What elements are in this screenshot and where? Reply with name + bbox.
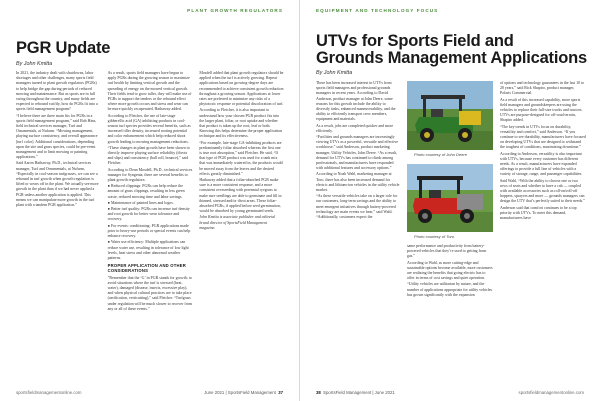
paragraph: ”Remember that the ‘G’ in PGR stands for growth; to avoid situations where the turf is stressed (heat, water), damaged (disease, insects, excessive play), and when physical cultural practices are to take place (aerification, verticutting),” said Fletcher. “Turfgrass under regulation will be much slower to recover from any or all of these events.” bbox=[107, 274, 193, 311]
paragraph: Said Wahl, “With the ability to choose one or two rows of seats and whether to have a cab — coupled with available accessories such as roll-on/roll-off hoppers, sprayers and more — grounds managers can design the UTV that’s perfectly suited to their needs.” bbox=[500, 177, 585, 204]
byline: By John Kmitta bbox=[316, 70, 353, 76]
footer-site bbox=[519, 390, 584, 395]
column-2 bbox=[407, 243, 493, 381]
subheading: PROPER APPLICATION AND OTHER CONSIDERATIONS bbox=[107, 263, 186, 274]
paragraph: “I believe there are three main fits for PGRs in a sports field management program,” said Bob Hinz, field technical services manager, Turf and Ornamentals, at Nufarm. “Mowing management, playing surface consistency, and overall appearance [turf color]. Additional considerations, depending upon the site and grass species, could be pre-event management and to limit mowing or painting applications.” bbox=[16, 112, 98, 160]
footer-issue bbox=[316, 390, 395, 395]
list-item: ● Better turf quality: PGRs can increase turf density and root growth for better wear tolerance and recovery. bbox=[107, 206, 190, 222]
footer-url: sportsfieldmanagementonline.com bbox=[518, 390, 584, 395]
photo-caption: Photo courtesy of John Deere bbox=[414, 152, 467, 157]
utv-photo-image bbox=[407, 164, 493, 232]
paragraph: As a result of this increased capability, more sports field managers and groundskeepers are using the vehicles to replace their full-size trucks and tractors. UTVs are purpose-designed for off-road terrain, Shapiro added. bbox=[500, 96, 583, 123]
paragraph: According to Fletcher, it is also important to understand how your chosen PGR product fits into the larger plant, foliar, or root uptake and whether that product is taken up the root, leaf or both. Knowing this helps determine the proper application technique and its effectiveness. bbox=[199, 107, 283, 139]
footer-issue-text: June 2021 | SportsField Management bbox=[204, 390, 276, 395]
page-title bbox=[316, 33, 587, 67]
list-item: ● For events: conditioning: PGR applications made prior to heavy-use periods or special events can help enhance recovery. bbox=[107, 222, 191, 239]
author-bio: John Kmitta is associate publisher and editorial brand director of SportsField Management magazine. bbox=[199, 214, 276, 230]
right-page bbox=[300, 0, 600, 401]
column-1 bbox=[316, 80, 400, 380]
running-head: PLANT GROWTH REGULATORS bbox=[187, 8, 283, 13]
paragraph: According to Dean Mosdell, Ph.D., technical services manager for Syngenta, there are several benefits to plant growth regulators: bbox=[107, 166, 193, 183]
paragraph: “The key trends in UTVs focus on durability, versatility and comfort,” said Anderson. “If you continue to see durability, manufacturers have focused on developing UTVs that are designed to withstand the toughest of conditions, maximizing downtime.” bbox=[500, 123, 586, 150]
page-number: 38 bbox=[316, 390, 321, 395]
footer-issue-text: SportsField Management | June 2021 bbox=[323, 390, 395, 395]
paragraph: There has been increased interest in UTVs from sports field managers and professional grounds managers in recent years. According to David Anderson, product manager at John Deere, some reasons for this growth include the ability to diversify tasks, enhanced maneuverability, and the ability to efficiently transport crew members, equipment and materials. bbox=[316, 80, 396, 122]
paragraph: As a result, sports field managers have begun to apply PGRs during the growing season to maximize turf health by limiting vertical growth and the spreading of energy on the mowed vertical growth. Their fields tend to grow taller, they will make use of PGRs to support the tenders or the rebound effect where more growth occurs and stress and wear can be more quickly recuperated, Hathaway added. bbox=[107, 70, 192, 112]
paragraph: same performance and productivity from battery-powered vehicles that they’re used to getting from gas.” bbox=[407, 243, 487, 259]
title-line-2: Grounds Management Applications bbox=[316, 49, 587, 67]
list-item: ● Water use efficiency: Multiple applications can reduce water use, resulting in tolerance of low light levels, heat stress and other abnormal weather patterns. bbox=[107, 239, 189, 260]
paragraph: “Utility vehicles are utilitarian by nature, and the number of applications appropriate for utility vehicles has grown significantly with the expansion bbox=[407, 281, 493, 297]
paragraph: Said Aaron Hathaway, Ph.D., technical services manager, Turf and Ornamentals, at Nufarm, “Especially in cool-season turfgrasses, we can see a rebound in turf growth when growth regulation is lifted or wears off in the plant. We actually see more growth in the plant than if we had never applied a PGR unless another application is applied. This means we can manipulate more growth in the turf plant with a tandem PGR application.” bbox=[16, 160, 99, 208]
paragraph: Anderson said that comfort continues to be a top priority with UTVs. To meet this demand, manufacturers have bbox=[500, 204, 577, 221]
paragraph: According to Anderson, versatility is also important with UTVs, because every customer has different needs. As a result, manufacturers have expanded offerings to provide a full line of vehicles with a variety of storage, range, and passenger capabilities. bbox=[500, 150, 583, 177]
paragraph: According to Wahl, as more cutting-edge and sustainable options become available, more customers are realizing the benefits that going electric has to offer in terms of cost savings and quiet operation. bbox=[407, 259, 493, 281]
column-2 bbox=[108, 70, 193, 382]
footer-site bbox=[16, 390, 81, 395]
article-body bbox=[16, 70, 284, 382]
paragraph: of options and technology guarantees in the last 10 to 20 years,” said Rick Shapiro, product manager, Polaris Commercial. bbox=[500, 80, 585, 96]
byline: By John Kmitta bbox=[16, 61, 53, 67]
photo-toro-utv bbox=[407, 164, 493, 232]
paragraph: Mosdell added that plant growth regulators should be applied when the turf is actively growing. Repeat applications based on growing-degree days are recommended to achieve consistent growth reduction throughout a growing season. Applications at lower rates are preferred to minimize any risks of a phytotoxic response or potential discoloration of turf. bbox=[199, 70, 284, 107]
footer-url: sportsfieldmanagementonline.com bbox=[16, 390, 82, 395]
photo-caption: Photo courtesy of Toro bbox=[414, 234, 455, 239]
running-head: EQUIPMENT AND TECHNOLOGY FOCUS bbox=[316, 8, 439, 13]
photo-john-deere-utv bbox=[407, 81, 493, 150]
column-3 bbox=[500, 80, 586, 380]
paragraph: Hathaway added that a foliar-absorbed PGR make sure is a more consistent response, and a more consistent overseeding with perennial ryegrass to make sure seedlings are able to germinate and fill in thinned, stressed and/or divot areas. These foliar-absorbed PGRs, if applied before seed germination, would be absorbed by young germinated seeds. bbox=[199, 177, 282, 214]
paragraph: “As these versatile vehicles take on a larger role for our customers, long-term savings and the ability to meet emergent initiatives through battery-powered technology are main events we hear,” said Wahl. “Additionally, customers expect the bbox=[316, 193, 398, 220]
footer-issue bbox=[204, 390, 283, 395]
paragraph: “These changes in plant growth have been shown to directly improve playing surface reliability (divots and slips) and consistency (ball roll, bounce),” said Fletcher. bbox=[107, 144, 190, 166]
paragraph: “Facilities and grounds managers are increasingly viewing UTVs as a powerful, versatile and effective workhorse,” said Anderson, product marketing manager, Utility Vehicles, John Deere. “As a result, demand for UTVs has continued to climb among professionals, and manufacturers have responded with additional features and accessory options.” bbox=[316, 134, 399, 171]
list-item: ● Maintenance of painted lines and logos. bbox=[107, 199, 174, 205]
page-number: 37 bbox=[278, 390, 283, 395]
column-1 bbox=[16, 70, 101, 382]
list-item: ● Reduced clippings: PGRs can help reduce the amount of grass clippings, resulting in less green waste, reduced mowing time and labor savings. bbox=[107, 183, 185, 199]
title-line-1: UTVs for Sports Field and bbox=[316, 32, 514, 50]
paragraph: “For example, late-stage GA-inhibiting products are predominantly foliar absorbed whereas the first one is true root absorption,” said Fletcher. He said, “If that type of PGR product was used for a tank mix that was immediately watered in, the products would be moved away from the leaves and the desired effects greatly diminished.” bbox=[199, 139, 283, 176]
paragraph: According to Noah Wahl, marketing manager at Toro, there has also been increased demand for electric and lithium-ion vehicles in the utility vehicle market. bbox=[316, 171, 400, 193]
page-title: PGR Update bbox=[16, 39, 111, 57]
paragraph: In 2021, the industry dealt with shutdowns, labor shortages and other challenges, many sports field managers turned to plant growth regulators (PGRs) to help bridge the gap during periods of reduced mowing and maintenance. But as sports are in full swing throughout the country, and many fields are expected to rebound swiftly, how do PGRs fit into a sports field management program? bbox=[16, 70, 98, 112]
column-3 bbox=[199, 70, 284, 382]
paragraph: According to Fletcher, the use of late-stage gibberellic acid (GA) inhibiting products in cool-season turf species provides several benefits, such as increased tiller density, increased rooting potential and color enhancement which help reduced shoot growth leading to mowing management reductions. bbox=[107, 112, 191, 144]
utv-photo-image bbox=[407, 81, 493, 150]
paragraph: As a result, jobs are completed quicker and more efficiently. bbox=[316, 122, 394, 133]
